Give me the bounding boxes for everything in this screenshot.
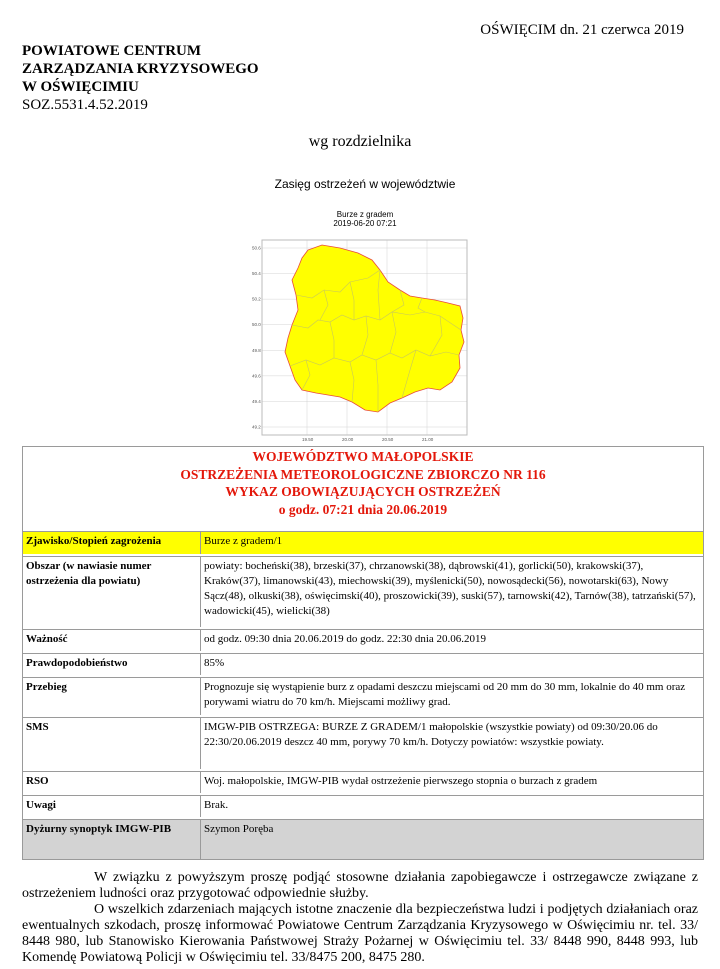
row-value: IMGW-PIB OSTRZEGA: BURZE Z GRADEM/1 małopolskie (wszystkie powiaty) od 09:30/20.06 do 22:30/20.06.2019 deszcz 40 mm, porywy 70 km/h. Dotyczy powiatów: wszystkie powiaty. xyxy=(204,721,658,748)
row-validity xyxy=(23,629,703,651)
row-course xyxy=(23,677,703,715)
map-timestamp: 2019-06-20 07:21 xyxy=(333,219,397,228)
map-y-tick-label: 49.4 xyxy=(252,398,261,404)
warning-title-line-4: o godz. 07:21 dnia 20.06.2019 xyxy=(278,501,448,517)
row-phenomenon xyxy=(23,532,703,554)
row-label: Dyżurny synoptyk IMGW-PIB xyxy=(23,820,201,859)
row-value: 85% xyxy=(204,657,225,669)
row-label: RSO xyxy=(23,772,201,793)
map-x-tick-label: 20.00 xyxy=(342,437,354,442)
map-y-tick-label: 50.2 xyxy=(252,296,261,302)
org-name-line-1: POWIATOWE CENTRUM xyxy=(22,43,202,59)
malopolska-region xyxy=(285,245,464,412)
row-label: Zjawisko/Stopień zagrożenia xyxy=(23,532,201,554)
map-y-tick-label: 50.6 xyxy=(252,245,261,251)
reference-number: SOZ.5531.4.52.2019 xyxy=(22,97,148,113)
warning-table xyxy=(22,446,704,860)
map-title: Zasięg ostrzeżeń w województwie xyxy=(274,177,456,191)
row-value: od godz. 09:30 dnia 20.06.2019 do godz. 22:30 dnia 20.06.2019 xyxy=(204,633,487,645)
map-x-tick-label: 20.50 xyxy=(382,437,394,442)
map-subtitle: Burze z gradem xyxy=(336,210,394,219)
row-value: Prognozuje się wystąpienie burz z opadami deszczu miejscami od 20 mm do 30 mm, lokalnie do 40 mm oraz porywami wiatru do 70 km/h. Miejscami możliwy grad. xyxy=(204,681,686,708)
warning-map xyxy=(250,170,480,445)
row-value: Burze z gradem/1 xyxy=(201,532,703,554)
row-label: Prawdopodobieństwo xyxy=(23,654,201,675)
row-value: Szymon Poręba xyxy=(201,820,703,859)
map-y-tick-label: 49.6 xyxy=(252,373,261,379)
row-label: SMS xyxy=(23,718,201,769)
warning-title-line-2: OSTRZEŻENIA METEOROLOGICZNE ZBIORCZO NR 116 xyxy=(180,466,546,482)
row-rso xyxy=(23,771,703,793)
row-label: Uwagi xyxy=(23,796,201,817)
row-label: Obszar (w nawiasie numer ostrzeżenia dla powiatu) xyxy=(23,557,201,627)
row-label: Przebieg xyxy=(23,678,201,715)
document-date: OŚWIĘCIM dn. 21 czerwca 2019 xyxy=(480,22,684,38)
warning-header xyxy=(23,447,703,532)
distribution-note: wg rozdzielnika xyxy=(308,133,412,150)
row-forecaster xyxy=(23,819,703,859)
warning-title-line-1: WOJEWÓDZTWO MAŁOPOLSKIE xyxy=(252,449,474,464)
map-y-tick-label: 50.4 xyxy=(252,271,261,277)
org-name-line-2: ZARZĄDZANIA KRYZYSOWEGO xyxy=(22,61,259,77)
row-value: Woj. małopolskie, IMGW-PIB wydał ostrzeżenie pierwszego stopnia o burzach z gradem xyxy=(204,775,598,787)
body-paragraph-2: O wszelkich zdarzeniach mających istotne znaczenie dla bezpieczeństwa ludzi i podjętych działaniach oraz ewentualnych szkodach, proszę informować Powiatowe Centrum Zarządzania Kryzysowego w Oświęcimiu nr. tel. 33/ 8448 980, lub Stanowisko Kierowania Państwowej Straży Pożarnej w Oświęcimiu tel. 33/ 8448 990, 8448 993, lub Komendę Powiatową Policji w Oświęcimiu tel. 33/8475 200, 8475 280. xyxy=(22,902,698,965)
row-label: Ważność xyxy=(23,630,201,651)
map-y-tick-label: 49.2 xyxy=(252,424,261,430)
org-name-line-3: W OŚWIĘCIMIU xyxy=(22,79,139,95)
sender-block xyxy=(22,42,259,114)
map-x-tick-label: 19.50 xyxy=(302,437,314,442)
row-value: powiaty: bocheński(38), brzeski(37), chrzanowski(38), dąbrowski(41), gorlicki(50), krakowski(37), Kraków(37), limanowski(43), miechowski(39), myślenicki(50), nowosądecki(56), nowotarski(63), Nowy Sącz(48), olkuski(38), oświęcimski(40), proszowicki(39), suski(57), tarnowski(42), Tarnów(38), tatrzański(57), wadowicki(45), wielicki(38) xyxy=(204,560,696,617)
map-y-tick-label: 49.8 xyxy=(252,347,261,353)
map-graphic xyxy=(250,170,480,445)
row-probability xyxy=(23,653,703,675)
row-sms xyxy=(23,717,703,769)
map-x-tick-label: 21.00 xyxy=(422,437,434,442)
warning-title-line-3: WYKAZ OBOWIĄZUJĄCYCH OSTRZEŻEŃ xyxy=(225,484,501,499)
body-paragraph-1: W związku z powyższym proszę podjąć stosowne działania zapobiegawcze i ostrzegawcze związane z ostrzeżeniem ludności oraz przygotować odpowiednie służby. xyxy=(22,870,698,901)
row-value: Brak. xyxy=(204,799,229,811)
map-y-tick-label: 50.0 xyxy=(252,322,261,328)
row-remarks xyxy=(23,795,703,817)
row-area xyxy=(23,556,703,627)
